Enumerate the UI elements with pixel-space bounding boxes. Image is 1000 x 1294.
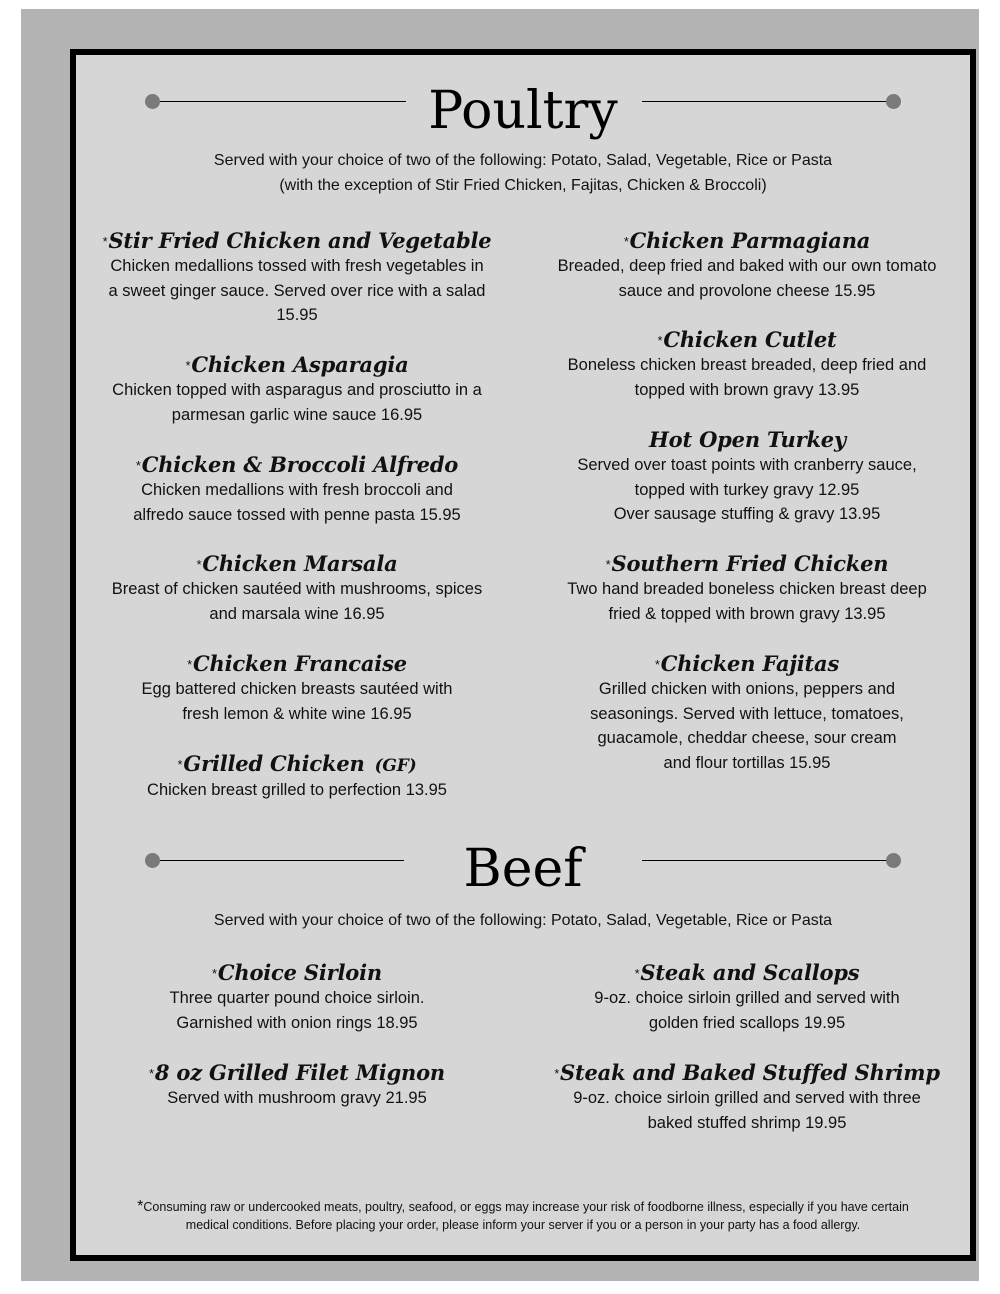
item-name: *Chicken Asparagia bbox=[185, 352, 409, 377]
item-name: *8 oz Grilled Filet Mignon bbox=[149, 1060, 445, 1085]
item-name: *Steak and Baked Stuffed Shrimp bbox=[554, 1060, 940, 1085]
menu-item bbox=[532, 428, 962, 527]
allergy-disclaimer bbox=[116, 1198, 930, 1234]
menu-item bbox=[82, 961, 512, 1035]
menu-item bbox=[532, 328, 962, 402]
item-description: Breaded, deep fried and baked with our own tomato sauce and provolone cheese 15.95 bbox=[557, 257, 937, 300]
section-title-beef: Beef bbox=[463, 839, 583, 899]
poultry-subtitle-line2: (with the exception of Stir Fried Chicken, Fajitas, Chicken & Broccoli) bbox=[279, 177, 767, 194]
item-name: *Chicken Fajitas bbox=[654, 651, 840, 676]
menu-item bbox=[532, 1061, 962, 1135]
menu-item bbox=[82, 752, 512, 803]
item-description: Chicken topped with asparagus and prosciutto in a parmesan garlic wine sauce 16.95 bbox=[112, 381, 482, 424]
menu-item bbox=[82, 1061, 512, 1111]
item-description: Boneless chicken breast breaded, deep fried and topped with brown gravy 13.95 bbox=[567, 356, 927, 399]
menu-frame bbox=[70, 49, 976, 1261]
menu-item bbox=[82, 229, 512, 328]
item-name: *Chicken Marsala bbox=[196, 551, 398, 576]
menu-item bbox=[532, 652, 962, 775]
item-name: *Steak and Scallops bbox=[634, 960, 860, 985]
item-name: Hot Open Turkey bbox=[649, 427, 846, 452]
item-name: *Grilled Chicken (GF) bbox=[177, 751, 417, 776]
item-description: Two hand breaded boneless chicken breast deep fried & topped with brown gravy 13.95 bbox=[567, 580, 927, 623]
item-description: Egg battered chicken breasts sautéed with fresh lemon & white wine 16.95 bbox=[141, 680, 453, 723]
menu-item bbox=[82, 453, 512, 527]
item-name: *Southern Fried Chicken bbox=[605, 551, 889, 576]
menu-item bbox=[532, 229, 962, 303]
menu-background bbox=[21, 9, 979, 1281]
poultry-subtitle-line1: Served with your choice of two of the following: Potato, Salad, Vegetable, Rice or Pasta bbox=[213, 152, 833, 169]
item-name: *Choice Sirloin bbox=[212, 960, 382, 985]
item-name: *Chicken & Broccoli Alfredo bbox=[135, 452, 459, 477]
item-description: Breast of chicken sautéed with mushrooms, spices and marsala wine 16.95 bbox=[111, 580, 483, 623]
disclaimer-marker: * bbox=[137, 1198, 144, 1215]
item-description: Chicken medallions tossed with fresh vegetables in a sweet ginger sauce. Served over rice with a salad 15.95 bbox=[108, 257, 486, 325]
menu-item bbox=[82, 552, 512, 626]
menu-content bbox=[76, 55, 970, 1255]
item-description: Served over toast points with cranberry sauce, topped with turkey gravy 12.95 Over sausage stuffing & gravy 13.95 bbox=[577, 456, 917, 524]
item-name: *Chicken Parmagiana bbox=[623, 228, 871, 253]
gluten-free-tag: (GF) bbox=[374, 756, 417, 776]
item-description: Chicken medallions with fresh broccoli and alfredo sauce tossed with penne pasta 15.95 bbox=[133, 481, 461, 524]
item-description: 9-oz. choice sirloin grilled and served with golden fried scallops 19.95 bbox=[594, 989, 900, 1032]
menu-item bbox=[532, 552, 962, 626]
item-name: *Chicken Cutlet bbox=[657, 327, 837, 352]
item-description: Grilled chicken with onions, peppers and seasonings. Served with lettuce, tomatoes, guacamole, cheddar cheese, sour cream and flour tortillas 15.95 bbox=[590, 680, 904, 772]
disclaimer-line2: medical conditions. Before placing your order, please inform your server if you or a person in your party has a food allergy. bbox=[185, 1218, 861, 1232]
menu-item bbox=[82, 652, 512, 726]
section-title-poultry: Poultry bbox=[428, 81, 618, 141]
item-description: Served with mushroom gravy 21.95 bbox=[167, 1089, 427, 1107]
menu-item bbox=[532, 961, 962, 1035]
disclaimer-line1: Consuming raw or undercooked meats, poultry, seafood, or eggs may increase your risk of foodborne illness, especially if you have certain bbox=[143, 1200, 909, 1214]
poultry-subtitle bbox=[76, 148, 970, 198]
item-description: 9-oz. choice sirloin grilled and served with three baked stuffed shrimp 19.95 bbox=[573, 1089, 921, 1132]
item-name: *Chicken Francaise bbox=[187, 651, 407, 676]
item-description: Chicken breast grilled to perfection 13.95 bbox=[147, 781, 447, 799]
item-description: Three quarter pound choice sirloin. Garnished with onion rings 18.95 bbox=[169, 989, 425, 1032]
beef-subtitle: Served with your choice of two of the following: Potato, Salad, Vegetable, Rice or Pasta bbox=[213, 912, 833, 929]
menu-item bbox=[82, 353, 512, 427]
item-name: *Stir Fried Chicken and Vegetable bbox=[102, 228, 492, 253]
